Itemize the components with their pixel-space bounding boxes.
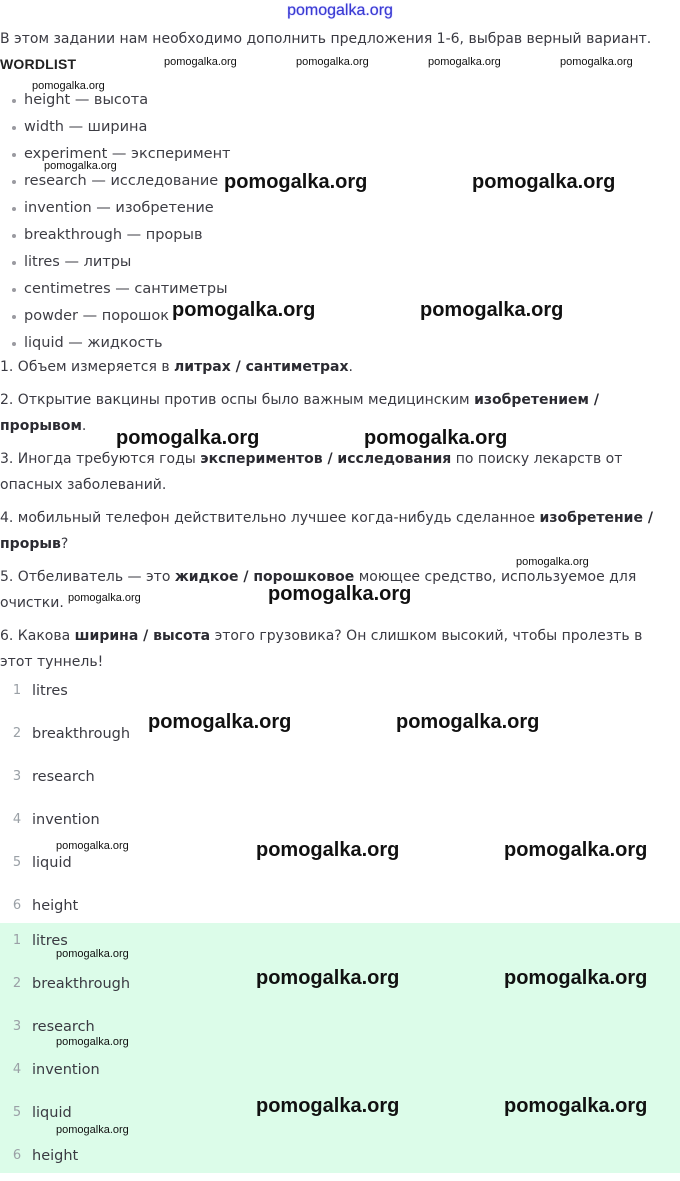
wordlist-item-text: research — исследование [24, 173, 219, 189]
wordlist-item-text: litres — литры [24, 254, 132, 270]
answer-word: litres [32, 933, 68, 949]
answer-number: 3 [12, 769, 22, 784]
answer-list [0, 677, 680, 935]
sentence-text: 5. Отбеливатель — это [0, 569, 175, 585]
sentence [0, 446, 676, 498]
sentence-text: . [81, 418, 87, 434]
answer-row [0, 677, 680, 720]
sentence [0, 505, 676, 557]
sentence-options: ширина / высота [74, 628, 211, 644]
bullet-icon [12, 207, 16, 211]
sentence-text: 3. Иногда требуются годы [0, 451, 201, 467]
watermark: pomogalka.org [268, 583, 412, 605]
watermark: pomogalka.org [296, 56, 369, 68]
wordlist-item [12, 222, 231, 249]
watermark: pomogalka.org [116, 427, 260, 449]
answer-word: research [32, 1019, 95, 1035]
watermark: pomogalka.org [56, 1124, 129, 1136]
watermark: pomogalka.org [56, 1036, 129, 1048]
answer-number: 2 [12, 976, 22, 991]
answer-number: 5 [12, 855, 22, 870]
answer-row [0, 1138, 680, 1181]
wordlist-item-text: powder — порошок [24, 308, 170, 324]
bullet-icon [12, 315, 16, 319]
site-link[interactable]: pomogalka.org [287, 2, 393, 19]
answer-word: breakthrough [32, 726, 131, 742]
answer-word: litres [32, 683, 68, 699]
sentence-text: этого грузовика? Он слишком высокий, чтобы пролезть в этот туннель! [0, 628, 643, 670]
bullet-icon [12, 288, 16, 292]
watermark: pomogalka.org [256, 839, 400, 861]
bullet-icon [12, 153, 16, 157]
watermark: pomogalka.org [256, 967, 400, 989]
answer-row [0, 1052, 680, 1095]
answer-number: 4 [12, 1062, 22, 1077]
sentence-options: изобретение / прорыв [0, 510, 653, 552]
watermark: pomogalka.org [164, 56, 237, 68]
sentence-text: 4. мобильный телефон действительно лучшее когда-нибудь сделанное [0, 510, 540, 526]
sentence-text: по поиску лекарств от опасных заболеваний. [0, 451, 623, 493]
sentence [0, 623, 676, 675]
answer-number: 6 [12, 1148, 22, 1163]
sentence-text: . [348, 359, 353, 375]
sentence-text: ? [60, 536, 69, 552]
wordlist-item-text: breakthrough — прорыв [24, 227, 203, 243]
wordlist-item-text: centimetres — сантиметры [24, 281, 228, 297]
sentence-options: изобретением / прорывом [0, 392, 599, 434]
wordlist-item-text: invention — изобретение [24, 200, 214, 216]
task-intro: В этом задании нам необходимо дополнить предложения 1-6, выбрав верный вариант. [0, 31, 652, 47]
answer-word: breakthrough [32, 976, 131, 992]
answer-word: research [32, 769, 95, 785]
bullet-icon [12, 180, 16, 184]
sentence-options: жидкое / порошковое [174, 569, 355, 585]
watermark: pomogalka.org [32, 80, 105, 92]
watermark: pomogalka.org [560, 56, 633, 68]
watermark: pomogalka.org [420, 299, 564, 321]
wordlist-item-text: experiment — эксперимент [24, 146, 231, 162]
watermark: pomogalka.org [504, 839, 648, 861]
wordlist-item [12, 195, 231, 222]
answer-number: 4 [12, 812, 22, 827]
sentence [0, 354, 676, 380]
bullet-icon [12, 261, 16, 265]
sentence [0, 387, 676, 439]
sentence-options: литрах / сантиметрах [174, 359, 349, 375]
sentence-text: 6. Какова [0, 628, 75, 644]
answer-number: 2 [12, 726, 22, 741]
watermark: pomogalka.org [56, 948, 129, 960]
answer-word: height [32, 1148, 79, 1164]
watermark: pomogalka.org [68, 592, 141, 604]
wordlist-item [12, 249, 231, 276]
wordlist-item-text: width — ширина [24, 119, 148, 135]
answer-number: 5 [12, 1105, 22, 1120]
watermark: pomogalka.org [396, 711, 540, 733]
wordlist-item [12, 114, 231, 141]
watermark: pomogalka.org [172, 299, 316, 321]
bullet-icon [12, 99, 16, 103]
sentence-options: экспериментов / исследования [200, 451, 452, 467]
answer-word: liquid [32, 1105, 72, 1121]
answer-row [0, 763, 680, 806]
sentence-text: 1. Объем измеряется в [0, 359, 175, 375]
bullet-icon [12, 342, 16, 346]
bullet-icon [12, 234, 16, 238]
sentence-list [0, 354, 676, 682]
watermark: pomogalka.org [472, 171, 616, 193]
answer-word: liquid [32, 855, 72, 871]
answer-number: 1 [12, 683, 22, 698]
watermark: pomogalka.org [516, 556, 589, 568]
sentence-text: моющее средство, используемое для очистки. [0, 569, 637, 611]
bullet-icon [12, 126, 16, 130]
watermark: pomogalka.org [224, 171, 368, 193]
answer-number: 6 [12, 898, 22, 913]
watermark: pomogalka.org [428, 56, 501, 68]
wordlist-item-text: liquid — жидкость [24, 335, 163, 351]
wordlist-item [12, 168, 231, 195]
watermark: pomogalka.org [44, 160, 117, 172]
watermark: pomogalka.org [364, 427, 508, 449]
answer-number: 1 [12, 933, 22, 948]
watermark: pomogalka.org [504, 1095, 648, 1117]
answer-row [0, 720, 680, 763]
answer-word: invention [32, 1062, 100, 1078]
answer-word: height [32, 898, 79, 914]
watermark: pomogalka.org [504, 967, 648, 989]
answer-word: invention [32, 812, 100, 828]
watermark: pomogalka.org [56, 840, 129, 852]
watermark: pomogalka.org [256, 1095, 400, 1117]
wordlist-item-text: height — высота [24, 92, 149, 108]
wordlist-heading: WORDLIST [0, 56, 77, 72]
sentence-text: 2. Открытие вакцины против оспы было важным медицинским [0, 392, 475, 408]
wordlist-item [12, 330, 231, 357]
watermark: pomogalka.org [148, 711, 292, 733]
answer-number: 3 [12, 1019, 22, 1034]
